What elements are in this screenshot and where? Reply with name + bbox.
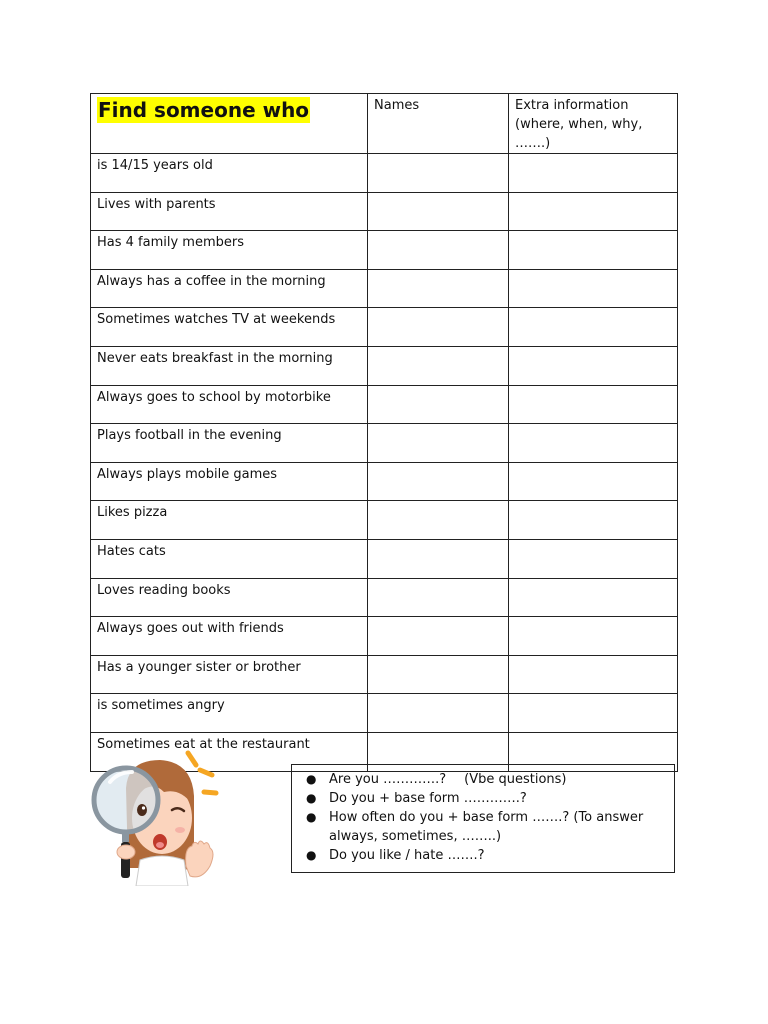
criterion-cell: is sometimes angry: [91, 694, 368, 733]
tip-text: Do you like / hate …….?: [329, 848, 485, 863]
table-row: [91, 308, 678, 347]
names-cell[interactable]: [368, 269, 509, 308]
criterion-cell: Always has a coffee in the morning: [91, 269, 368, 308]
table-row: [91, 231, 678, 270]
extra-info-cell[interactable]: [509, 231, 678, 270]
extra-info-cell[interactable]: [509, 617, 678, 656]
table-row: [91, 385, 678, 424]
table-row: [91, 694, 678, 733]
names-cell[interactable]: [368, 231, 509, 270]
extra-info-cell[interactable]: [509, 308, 678, 347]
table-row: [91, 539, 678, 578]
extra-info-cell[interactable]: [509, 346, 678, 385]
criterion-cell: Plays football in the evening: [91, 424, 368, 463]
names-cell[interactable]: [368, 539, 509, 578]
table-row: [91, 462, 678, 501]
table-row: [91, 501, 678, 540]
tip-text: Do you + base form ………….?: [329, 791, 527, 806]
names-cell[interactable]: [368, 192, 509, 231]
criterion-cell: Likes pizza: [91, 501, 368, 540]
tip-item: [304, 789, 666, 808]
tip-item: [304, 770, 666, 789]
title-cell: [91, 94, 368, 154]
criterion-cell: is 14/15 years old: [91, 154, 368, 193]
table-row: [91, 346, 678, 385]
extra-info-header-line2: (where, when, why, …….): [515, 117, 643, 151]
names-cell[interactable]: [368, 501, 509, 540]
detective-girl-magnifier-icon: [88, 748, 228, 886]
extra-info-cell[interactable]: [509, 655, 678, 694]
bullet-icon: ●: [306, 810, 317, 824]
criterion-cell: Sometimes eat at the restaurant: [91, 732, 368, 771]
criterion-cell: Never eats breakfast in the morning: [91, 346, 368, 385]
extra-info-cell[interactable]: [509, 578, 678, 617]
bullet-icon: ●: [306, 772, 317, 786]
question-tips-box: [291, 764, 675, 873]
names-cell[interactable]: [368, 346, 509, 385]
criterion-cell: Sometimes watches TV at weekends: [91, 308, 368, 347]
extra-info-cell[interactable]: [509, 539, 678, 578]
table-row: [91, 578, 678, 617]
extra-info-cell[interactable]: [509, 385, 678, 424]
names-cell[interactable]: [368, 655, 509, 694]
extra-info-header: [509, 94, 678, 154]
table-row: [91, 617, 678, 656]
names-cell[interactable]: [368, 424, 509, 463]
criterion-cell: Has a younger sister or brother: [91, 655, 368, 694]
extra-info-cell[interactable]: [509, 192, 678, 231]
tip-text: How often do you + base form …….? (To answer always, sometimes, ……..): [329, 810, 644, 844]
table-row: [91, 424, 678, 463]
names-cell[interactable]: [368, 385, 509, 424]
tip-note: (Vbe questions): [464, 772, 567, 787]
tip-item: [304, 808, 666, 846]
extra-info-header-line1: Extra information: [515, 98, 629, 113]
extra-info-cell[interactable]: [509, 154, 678, 193]
find-someone-who-table: [90, 93, 678, 772]
criterion-cell: Always plays mobile games: [91, 462, 368, 501]
criterion-cell: Loves reading books: [91, 578, 368, 617]
criterion-cell: Always goes out with friends: [91, 617, 368, 656]
bullet-icon: ●: [306, 791, 317, 805]
names-cell[interactable]: [368, 462, 509, 501]
extra-info-cell[interactable]: [509, 501, 678, 540]
names-cell[interactable]: [368, 694, 509, 733]
table-row: [91, 269, 678, 308]
names-cell[interactable]: [368, 617, 509, 656]
bullet-icon: ●: [306, 848, 317, 862]
names-cell[interactable]: [368, 578, 509, 617]
table-row: [91, 154, 678, 193]
tips-list: [304, 770, 666, 865]
detective-girl-illustration: [88, 748, 228, 886]
names-cell[interactable]: [368, 154, 509, 193]
criterion-cell: Always goes to school by motorbike: [91, 385, 368, 424]
extra-info-cell[interactable]: [509, 424, 678, 463]
names-cell[interactable]: [368, 308, 509, 347]
names-header: Names: [368, 94, 509, 154]
criterion-cell: Lives with parents: [91, 192, 368, 231]
extra-info-cell[interactable]: [509, 462, 678, 501]
table-row: [91, 655, 678, 694]
criterion-cell: Has 4 family members: [91, 231, 368, 270]
tip-text: Are you ………….?: [329, 772, 447, 787]
extra-info-cell[interactable]: [509, 694, 678, 733]
table-header-row: [91, 94, 678, 154]
extra-info-cell[interactable]: [509, 269, 678, 308]
worksheet-title: Find someone who: [98, 98, 310, 122]
criterion-cell: Hates cats: [91, 539, 368, 578]
table-row: [91, 192, 678, 231]
tip-item: [304, 846, 666, 865]
